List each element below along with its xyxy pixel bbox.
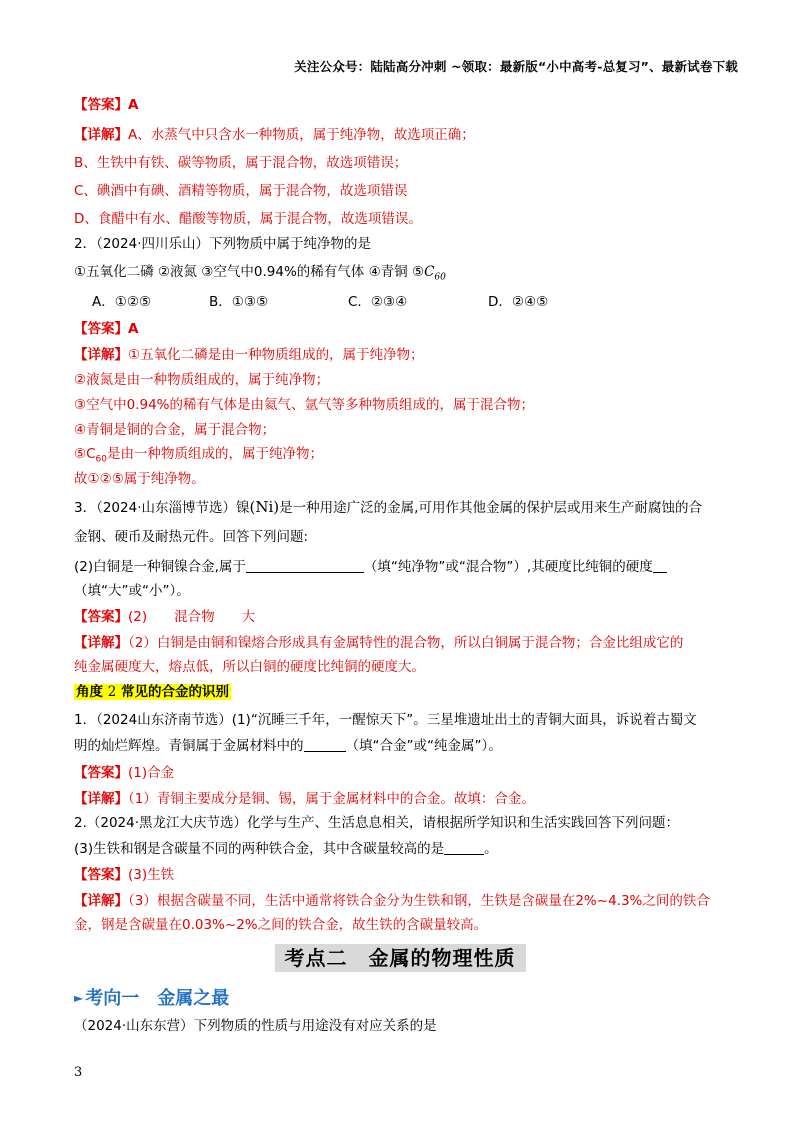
- page-header: 关注公众号：陆陆高分冲刺 ~领取：最新版“小中高考-总复习”、最新试卷下载: [294, 59, 738, 74]
- q3-stem-1: [74, 497, 702, 518]
- q2-answer: [74, 319, 138, 339]
- section-title: [0, 942, 800, 971]
- answer-blank[interactable]: [246, 558, 364, 573]
- q2-detail-5-text: 是由一种物质组成的，属于纯净物；: [106, 446, 323, 462]
- q2-detail-1: [74, 345, 424, 365]
- q2-option-d: D．②④⑤: [488, 294, 549, 310]
- q3-sub-question: [74, 557, 667, 577]
- q4-stem-c: （填“合金”或“纯金属”）。: [345, 738, 502, 754]
- angle-title: 常见的合金的识别: [121, 684, 229, 700]
- q4-answer-value: (1)合金: [128, 765, 175, 781]
- c60-main: C: [424, 264, 435, 280]
- c60-detail-main: ⑤C: [74, 446, 96, 462]
- q3-detail-2: 纯金属硬度大，熔点低，所以白铜的硬度比纯铜的硬度大。: [74, 659, 425, 675]
- angle-heading: [74, 682, 231, 702]
- c60-sub: 60: [434, 272, 446, 283]
- q4-detail-text: （1）青铜主要成分是铜、锡，属于金属材料中的合金。故填：合金。: [128, 791, 535, 807]
- detail-label: 【详解】: [74, 893, 128, 909]
- q2-detail-text: ①五氧化二磷是由一种物质组成的，属于纯净物；: [128, 347, 424, 363]
- q4-answer: [74, 763, 174, 783]
- c60-detail-formula: [74, 446, 107, 465]
- q2-options: [92, 292, 548, 312]
- q1-detail-3: C、碘酒中有碘、酒精等物质，属于混合物，故选项错误: [74, 183, 408, 199]
- q1-answer: [74, 95, 138, 115]
- q2-option-a: A．①②⑤: [92, 294, 152, 310]
- q3-stem-2: 金钢、硬币及耐热元件。回答下列问题:: [74, 529, 309, 545]
- page-number: 3: [74, 1065, 83, 1080]
- q3-sub-b: （填“纯净物”或“混合物”）,其硬度比纯铜的硬度: [363, 559, 653, 575]
- q2-items-text: ①五氧化二磷 ②液氮 ③空气中0.94%的稀有气体 ④青铜 ⑤: [74, 264, 425, 280]
- q5-stem-1: 2.（2024·黑龙江大庆节选）化学与生产、生活息息相关，请根据所学知识和生活实践回答下列问题：: [74, 815, 680, 831]
- angle-label: 角度: [76, 684, 103, 700]
- q1-detail-text: A、水蒸气中只含水一种物质，属于纯净物，故选项正确；: [128, 127, 475, 143]
- q2-detail-5: [74, 444, 323, 470]
- q2-stem: 2．（2024·四川乐山）下列物质中属于纯净物的是: [74, 236, 371, 252]
- c60-detail-sub: 60: [95, 454, 107, 465]
- angle-heading-highlight: [74, 684, 231, 700]
- q5-stem-2: [74, 839, 498, 859]
- triangle-bullet-icon: ►: [74, 991, 84, 1005]
- answer-blank[interactable]: [653, 558, 667, 573]
- q4-stem-2: [74, 736, 502, 756]
- answer-blank[interactable]: [444, 840, 484, 855]
- q6-stem: （2024·山东东营）下列物质的性质与用途没有对应关系的是: [74, 1018, 437, 1034]
- q5-stem-b: (3)生铁和钢是含碳量不同的两种铁合金，其中含碳量较高的是: [74, 841, 445, 857]
- q3-detail-1: [74, 633, 683, 653]
- subsection-title: [74, 984, 229, 1010]
- answer-label: 【答案】: [74, 867, 128, 883]
- answer-blank[interactable]: [304, 737, 346, 752]
- ni-symbol: (Ni): [249, 498, 280, 516]
- detail-label: 【详解】: [74, 127, 128, 143]
- q2-option-c: C．②③④: [348, 294, 408, 310]
- q1-detail-4: D、食醋中有水、醋酸等物质，属于混合物，故选项错误。: [74, 211, 422, 227]
- q2-option-b: B．①③⑤: [209, 294, 269, 310]
- q2-detail-2: ②液氮是由一种物质组成的，属于纯净物；: [74, 372, 330, 388]
- q5-answer: [74, 865, 174, 885]
- q4-stem-b: 明的灿烂辉煌。青铜属于金属材料中的: [74, 738, 304, 754]
- q2-detail-4: ④青铜是铜的合金，属于混合物；: [74, 422, 276, 438]
- q3-detail-text: （2）白铜是由铜和镍熔合形成具有金属特性的混合物，所以白铜属于混合物；合金比组成它的: [128, 635, 684, 651]
- detail-label: 【详解】: [74, 635, 128, 651]
- q3-sub-question-cont: （填“大”或“小”）。: [74, 583, 190, 599]
- q4-detail: [74, 789, 535, 809]
- q2-detail-6: 故①②⑤属于纯净物。: [74, 471, 205, 487]
- answer-label: 【答案】: [74, 609, 128, 625]
- q1-detail-1: [74, 125, 475, 145]
- subsection-title-text: 考向一 金属之最: [85, 988, 230, 1009]
- q5-stem-c: 。: [484, 841, 498, 857]
- q3-stem-a: 3．（2024·山东淄博节选）镍: [74, 500, 250, 516]
- q4-stem-1: 1．（2024山东济南节选）(1)“沉睡三千年，一醒惊天下”。三星堆遗址出土的青铜大面具，诉说着古蜀文: [74, 712, 697, 728]
- detail-label: 【详解】: [74, 791, 128, 807]
- answer-label: 【答案】: [74, 321, 128, 337]
- q5-detail-1: [74, 891, 710, 911]
- q5-detail-text: （3）根据含碳量不同，生活中通常将铁合金分为生铁和钢，生铁是含碳量在2%~4.3%之间的铁合: [128, 893, 710, 909]
- q3-answer: [74, 607, 255, 627]
- q1-detail-2: B、生铁中有铁、碳等物质，属于混合物，故选项错误；: [74, 155, 408, 171]
- q3-sub-a: (2)白铜是一种铜镍合金,属于: [74, 559, 246, 575]
- q5-answer-value: (3)生铁: [128, 867, 175, 883]
- answer-label: 【答案】: [74, 765, 128, 781]
- q3-stem-b: 是一种用途广泛的金属,可用作其他金属的保护层或用来生产耐腐蚀的合: [279, 500, 702, 516]
- detail-label: 【详解】: [74, 347, 128, 363]
- angle-number: 2: [107, 684, 117, 700]
- answer-label: 【答案】: [74, 97, 128, 113]
- q3-answer-value: (2) 混合物 大: [128, 609, 256, 625]
- q1-answer-value: A: [128, 97, 139, 113]
- q2-items: [74, 262, 446, 288]
- q2-detail-3: ③空气中0.94%的稀有气体是由氦气、氩气等多种物质组成的，属于混合物；: [74, 397, 534, 413]
- c60-formula: [424, 264, 446, 283]
- q5-detail-2: 金，钢是含碳量在0.03%~2%之间的铁合金，故生铁的含碳量较高。: [74, 917, 488, 933]
- section-title-text: 考点二 金属的物理性质: [275, 944, 526, 972]
- ni-text: Ni: [255, 498, 274, 516]
- q2-answer-value: A: [128, 321, 139, 337]
